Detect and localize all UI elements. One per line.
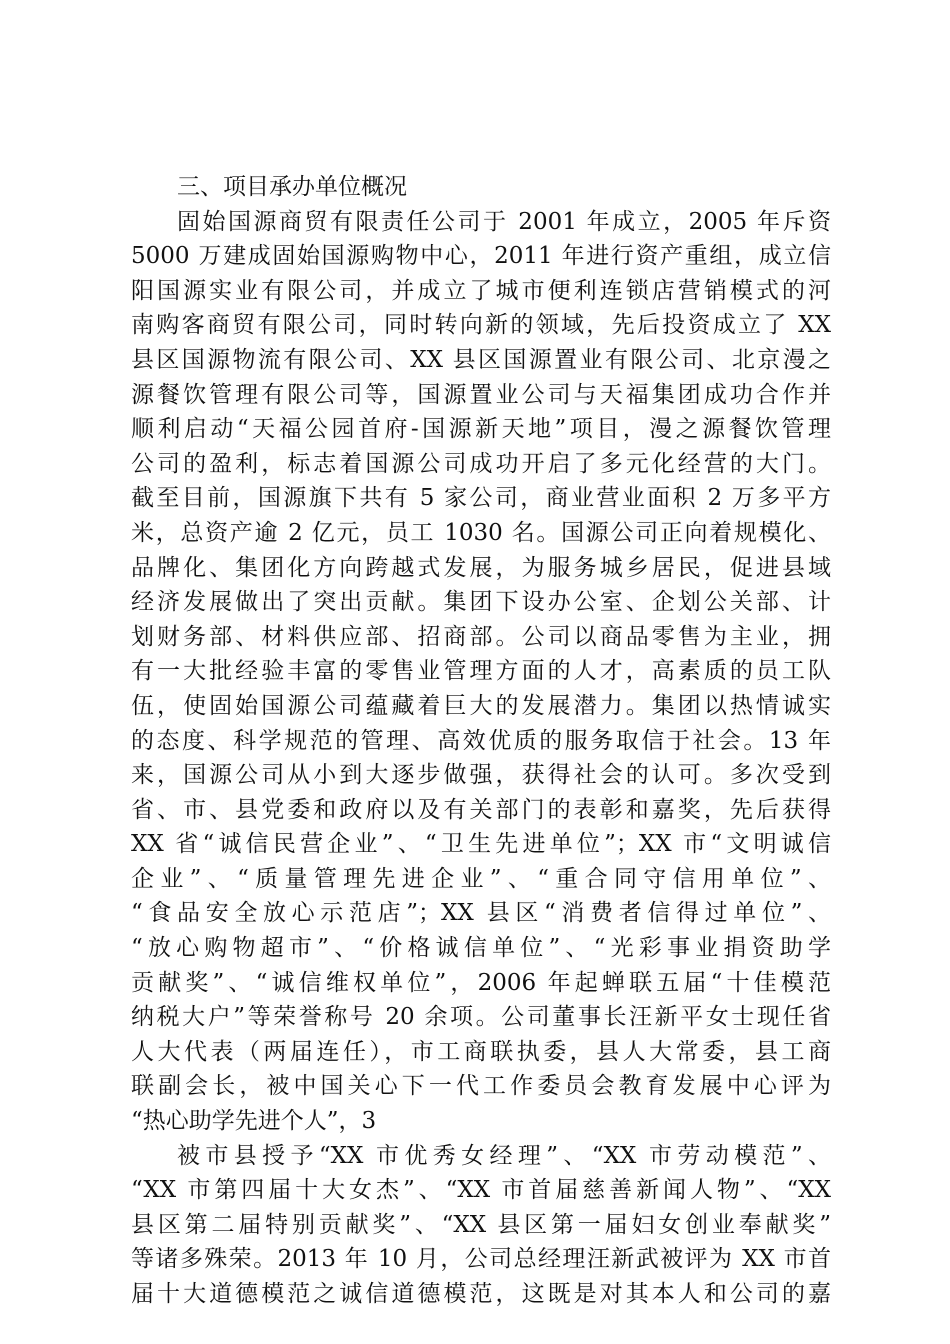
text-line: XX 省“诚信民营企业”、“卫生先进单位”；XX 市“文明诚信 <box>131 831 831 858</box>
text-line: 有一大批经验丰富的零售业管理方面的人才，高素质的员工队 <box>131 658 831 685</box>
text-line: “食品安全放心示范店”；XX 县区“消费者信得过单位”、 <box>131 900 831 927</box>
text-line: 源餐饮管理有限公司等，国源置业公司与天福集团成功合作并 <box>131 381 831 408</box>
text-line: 被市县授予“XX 市优秀女经理”、“XX 市劳动模范”、 <box>177 1142 831 1169</box>
document-body <box>131 170 831 1312</box>
text-line: 固始国源商贸有限责任公司于 2001 年成立，2005 年斥资 <box>177 208 831 235</box>
text-line: 米，总资产逾 2 亿元，员工 1030 名。国源公司正向着规模化、 <box>131 519 831 546</box>
text-line: “XX 市第四届十大女杰”、“XX 市首届慈善新闻人物”、“XX <box>131 1177 831 1204</box>
section-heading: 三、项目承办单位概况 <box>177 174 407 200</box>
text-line: 县区第二届特别贡献奖”、“XX 县区第一届妇女创业奉献奖” <box>131 1211 831 1238</box>
text-line: 县区国源物流有限公司、XX 县区国源置业有限公司、北京漫之 <box>131 346 831 373</box>
text-line: 等诸多殊荣。2013 年 10 月，公司总经理汪新武被评为 XX 市首 <box>131 1246 831 1273</box>
text-line: 届十大道德模范之诚信道德模范，这既是对其本人和公司的嘉 <box>131 1281 831 1307</box>
text-line: “热心助学先进个人”，3 <box>131 1108 377 1135</box>
text-line: 企业”、“质量管理先进企业”、“重合同守信用单位”、 <box>131 865 831 892</box>
paragraph-1 <box>131 205 831 1139</box>
text-line: “放心购物超市”、“价格诚信单位”、“光彩事业捐资助学 <box>131 935 831 962</box>
text-line: 经济发展做出了突出贡献。集团下设办公室、企划公关部、计 <box>131 589 831 616</box>
text-line: 贡献奖”、“诚信维权单位”，2006 年起蝉联五届“十佳模范 <box>131 969 831 996</box>
text-line: 的态度、科学规范的管理、高效优质的服务取信于社会。13 年 <box>131 727 831 754</box>
paragraph-2 <box>131 1139 831 1312</box>
text-line: 顺利启动“天福公园首府-国源新天地”项目，漫之源餐饮管理 <box>131 416 831 443</box>
text-line: 南购客商贸有限公司，同时转向新的领域，先后投资成立了 XX <box>131 312 831 339</box>
text-line: 品牌化、集团化方向跨越式发展，为服务城乡居民，促进县域 <box>131 554 831 581</box>
text-line: 联副会长，被中国关心下一代工作委员会教育发展中心评为 <box>131 1073 831 1100</box>
text-line: 5000 万建成固始国源购物中心，2011 年进行资产重组，成立信 <box>131 243 831 270</box>
text-line: 纳税大户”等荣誉称号 20 余项。公司董事长汪新平女士现任省 <box>131 1004 831 1031</box>
text-line: 省、市、县党委和政府以及有关部门的表彰和嘉奖，先后获得 <box>131 796 831 823</box>
text-line: 人大代表（两届连任），市工商联执委，县人大常委，县工商 <box>131 1038 831 1065</box>
text-line: 来，国源公司从小到大逐步做强，获得社会的认可。多次受到 <box>131 762 831 789</box>
text-line: 公司的盈利，标志着国源公司成功开启了多元化经营的大门。 <box>131 450 831 477</box>
text-line: 阳国源实业有限公司，并成立了城市便利连锁店营销模式的河 <box>131 277 831 304</box>
text-line: 划财务部、材料供应部、招商部。公司以商品零售为主业，拥 <box>131 623 831 650</box>
text-line: 截至目前，国源旗下共有 5 家公司，商业营业面积 2 万多平方 <box>131 485 831 512</box>
text-line: 伍，使固始国源公司蕴藏着巨大的发展潜力。集团以热情诚实 <box>131 692 831 719</box>
